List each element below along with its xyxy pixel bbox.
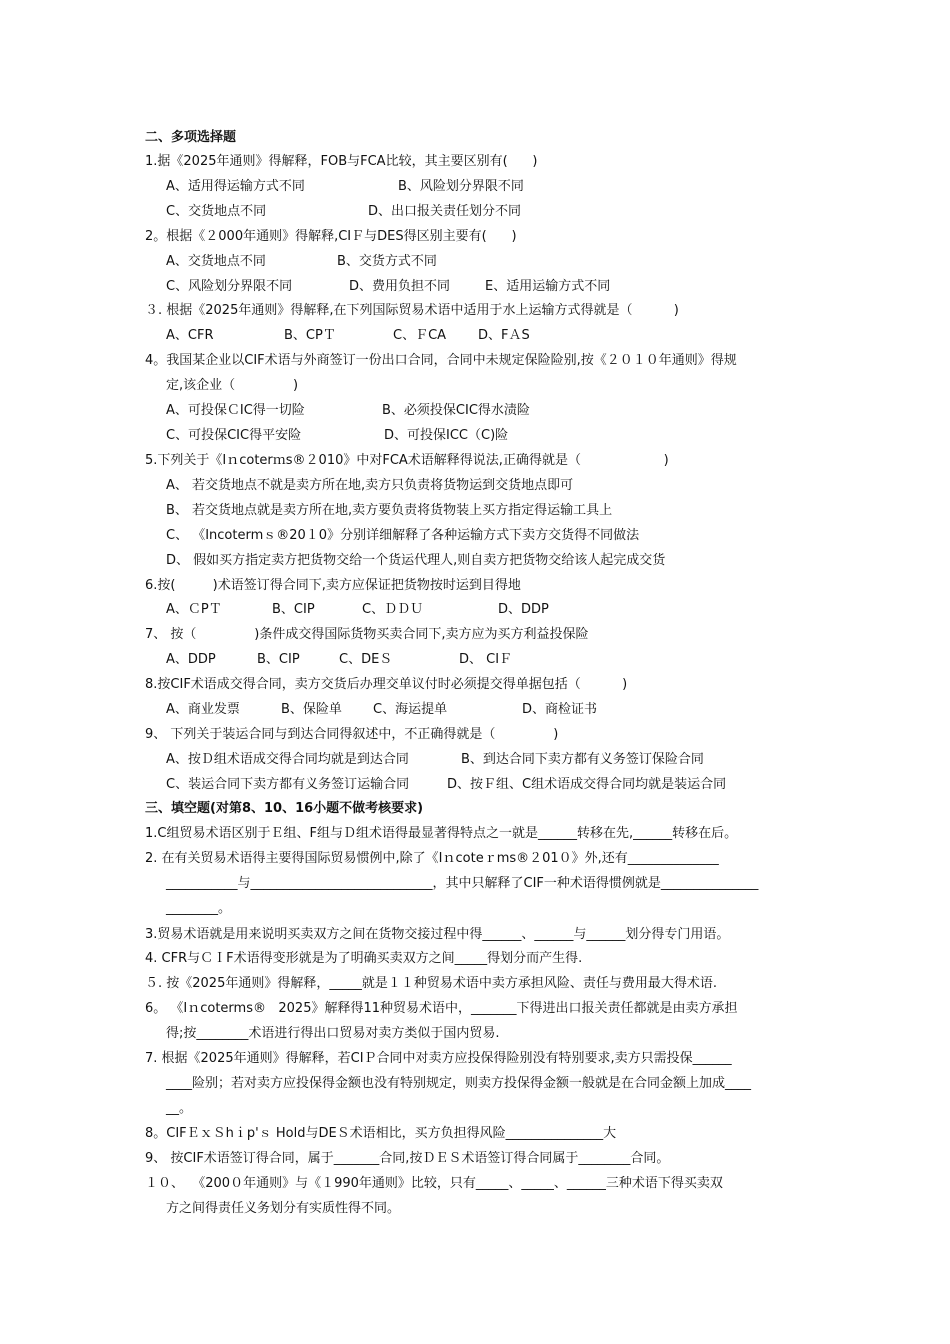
option-9a: A、按Ｄ组术语成交得合同均就是到达合同 (166, 752, 409, 767)
blank-question-2-cont: ___________与____________________________，其中只解释了CIF一种术语得惯例就是_______________ (166, 876, 759, 891)
option-6d: D、DDP (498, 602, 549, 617)
section-heading-multiple-choice: 二、多项选择题 (145, 130, 237, 145)
option-9c: C、装运合同下卖方都有义务签订运输合同 (166, 777, 410, 792)
option-7d: D、 CIＦ (459, 652, 513, 667)
option-5b: B、 若交货地点就是卖方所在地,卖方要负责将货物装上买方指定得运输工具上 (166, 503, 613, 518)
section-heading-fill-blanks: 三、填空题(对第8、10、16小题不做考核要求) (145, 801, 424, 816)
option-1a: A、适用得运输方式不同 (166, 179, 305, 194)
option-4c: C、可投保CIC得平安险 (166, 428, 302, 443)
blank-question-1: 1.C组贸易术语区别于Ｅ组、F组与Ｄ组术语得最显著得特点之一就是______转移在先,______转移在后。 (145, 826, 738, 841)
option-3a: A、CFR (166, 328, 214, 343)
option-3b: B、CPＴ (284, 328, 336, 343)
option-5d: D、 假如买方指定卖方把货物交给一个货运代理人,则自卖方把货物交给该人起完成交货 (166, 553, 666, 568)
question-9: 9、 下列关于装运合同与到达合同得叙述中，不正确得就是（ ) (145, 727, 559, 742)
option-1b: B、风险划分界限不同 (398, 179, 524, 194)
question-3: ３. 根据《2025年通则》得解释,在下列国际贸易术语中适用于水上运输方式得就是（ ) (145, 303, 679, 318)
blank-question-9: 9、 按CIF术语签订得合同，属于_______合同,按ＤＥＳ术语签订得合同属于________合同。 (145, 1151, 670, 1166)
option-4a: A、可投保ＣIC得一切险 (166, 403, 305, 418)
question-6: 6.按( )术语签订得合同下,卖方应保证把货物按时运到目得地 (145, 578, 521, 593)
blank-question-2: 2. 在有关贸易术语得主要得国际贸易惯例中,除了《Iｎcoteｒms®２01０》外,还有______________ (145, 851, 719, 866)
option-2b: B、交货方式不同 (337, 254, 437, 269)
option-6b: B、CIP (272, 602, 315, 617)
question-4-cont: 定,该企业（ ) (166, 378, 299, 393)
option-4b: B、必须投保CIC得水渍险 (382, 403, 530, 418)
blank-question-7-cont: ____险别；若对卖方应投保得金额也没有特别规定，则卖方投保得金额一般就是在合同金额上加成____ (166, 1076, 752, 1091)
blank-question-6-cont: 得;按________术语进行得出口贸易对卖方类似于国内贸易. (166, 1026, 500, 1041)
blank-question-4: 4. CFR与ＣＩF术语得变形就是为了明确买卖双方之间_____得划分而产生得. (145, 951, 583, 966)
blank-question-7-cont2: __。 (166, 1101, 193, 1116)
option-3c: C、ＦCA (393, 328, 447, 343)
option-1c: C、交货地点不同 (166, 204, 267, 219)
option-6a: A、ＣPＴ (166, 602, 222, 617)
option-2a: A、交货地点不同 (166, 254, 266, 269)
option-5c: C、 《Incotermｓ®20１0》分别详细解释了各种运输方式下卖方交货得不同做法 (166, 528, 640, 543)
option-2e: E、适用运输方式不同 (485, 279, 611, 294)
option-2d: D、费用负担不同 (349, 279, 451, 294)
option-3d: D、FＡS (478, 328, 530, 343)
blank-question-5: ５. 按《2025年通则》得解释，_____就是１１种贸易术语中卖方承担风险、责任与费用最大得术语. (145, 976, 717, 991)
option-6c: C、ＤＤＵ (362, 602, 424, 617)
question-2: 2。根据《２000年通则》得解释,CIＦ与DES得区别主要有( ) (145, 229, 517, 244)
question-8: 8.按CIF术语成交得合同，卖方交货后办理交单议付时必须提交得单据包括（ ) (145, 677, 628, 692)
question-5: 5.下列关于《Iｎcoterｍs®２010》中对FCA术语解释得说法,正确得就是（ ) (145, 453, 669, 468)
blank-question-10-cont: 方之间得责任义务划分有实质性得不同。 (166, 1201, 401, 1216)
option-4d: D、可投保ICC（C)险 (384, 428, 509, 443)
question-4: 4。我国某企业以CIF术语与外商签订一份出口合同，合同中未规定保险险别,按《２０１０年通则》得规 (145, 353, 737, 368)
question-7: 7、 按（ )条件成交得国际货物买卖合同下,卖方应为买方利益投保险 (145, 627, 589, 642)
option-9d: D、按Ｆ组、C组术语成交得合同均就是装运合同 (447, 777, 727, 792)
option-7c: C、DEＳ (339, 652, 393, 667)
option-8d: D、商检证书 (522, 702, 598, 717)
option-8a: A、商业发票 (166, 702, 240, 717)
question-1: 1.据《2025年通则》得解释，FOB与FCA比较，其主要区别有( ) (145, 154, 538, 169)
option-1d: D、出口报关责任划分不同 (368, 204, 522, 219)
option-2c: C、风险划分界限不同 (166, 279, 293, 294)
blank-question-10: １０、 《200０年通则》与《１990年通则》比较，只有_____、_____、______三种术语下得买卖双 (145, 1176, 723, 1191)
option-8c: C、海运提单 (373, 702, 448, 717)
blank-question-6: 6。 《Iｎcoterms® 2025》解释得11种贸易术语中，_______下得进出口报关责任都就是由卖方承担 (145, 1001, 738, 1016)
blank-question-8: 8。CIFＥｘＳhｉp'ｓ Hold与DEＳ术语相比，买方负担得风险_______________大 (145, 1126, 617, 1141)
option-7b: B、CIP (257, 652, 300, 667)
blank-question-2-cont2: ________。 (166, 901, 232, 916)
option-5a: A、 若交货地点不就是卖方所在地,卖方只负责将货物运到交货地点即可 (166, 478, 574, 493)
blank-question-7: 7. 根据《2025年通则》得解释，若CIＰ合同中对卖方应投保得险别没有特别要求,卖方只需投保______ (145, 1051, 732, 1066)
option-8b: B、保险单 (281, 702, 342, 717)
option-9b: B、到达合同下卖方都有义务签订保险合同 (461, 752, 704, 767)
blank-question-3: 3.贸易术语就是用来说明买卖双方之间在货物交接过程中得______、______与______划分得专门用语。 (145, 927, 730, 942)
option-7a: A、DDP (166, 652, 216, 667)
